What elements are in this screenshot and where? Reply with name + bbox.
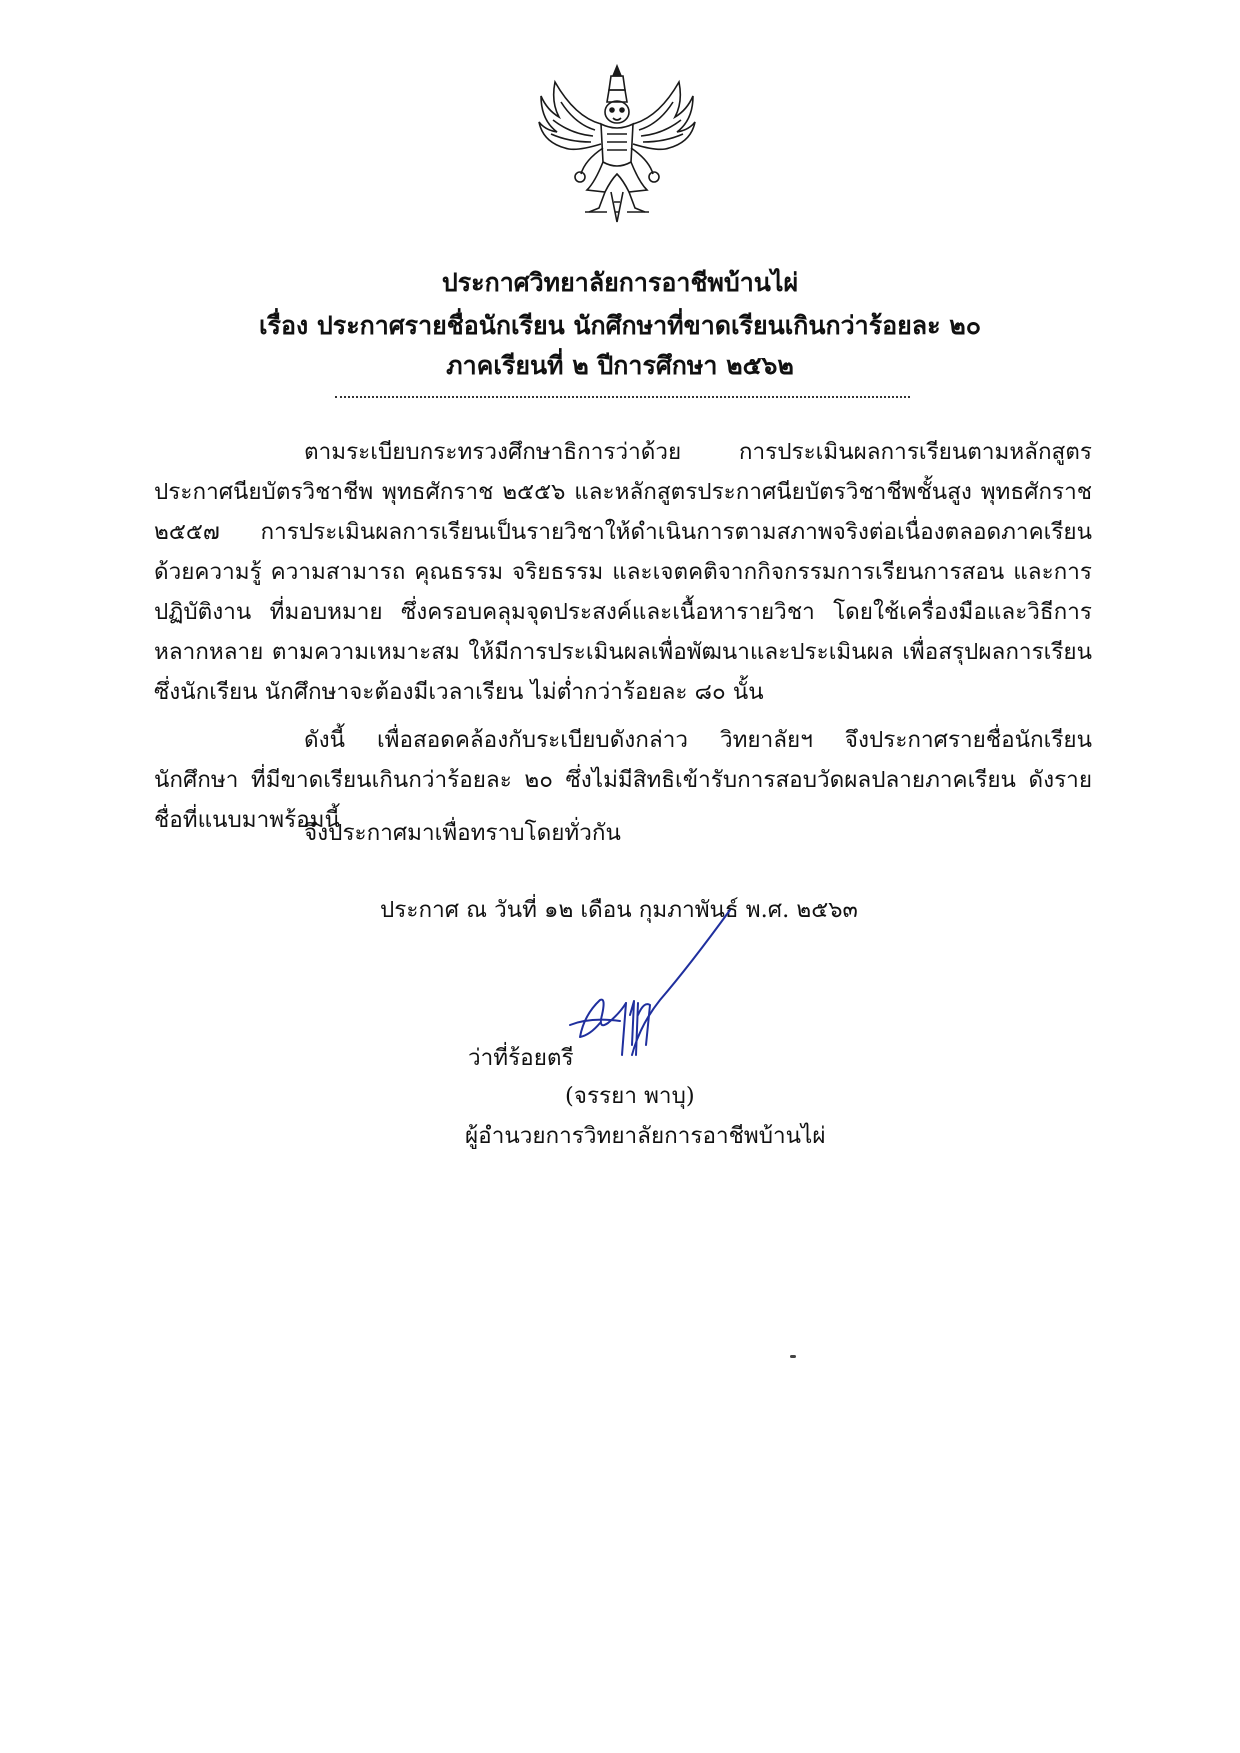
body-paragraph-closing: จึงประกาศมาเพื่อทราบโดยทั่วกัน [304, 820, 621, 846]
signatory-position: ผู้อำนวยการวิทยาลัยการอาชีพบ้านไผ่ [465, 1123, 826, 1149]
body-paragraph-announcement: ดังนี้ เพื่อสอดคล้องกับระเบียบดังกล่าว วิทยาลัยฯ จึงประกาศรายชื่อนักเรียน นักศึกษา ที่มีขาดเรียนเกินกว่าร้อยละ ๒๐ ซึ่งไม่มีสิทธิเข้ารับการสอบวัดผลปลายภาคเรียน ดังรายชื่อที่แนบมาพร้อมนี้ [154, 727, 1092, 833]
garuda-emblem-icon [535, 62, 700, 227]
announcement-date: ประกาศ ณ วันที่ ๑๒ เดือน กุมภาพันธ์ พ.ศ. ๒๕๖๓ [380, 897, 858, 923]
body-paragraph-regulation: ตามระเบียบกระทรวงศึกษาธิการว่าด้วย การประเมินผลการเรียนตามหลักสูตรประกาศนียบัตรวิชาชีพ พุทธศักราช ๒๕๕๖ และหลักสูตรประกาศนียบัตรวิชาชีพชั้นสูง พุทธศักราช ๒๕๕๗ การประเมินผลการเรียนเป็นรายวิชาให้ดำเนินการตามสภาพจริงต่อเนื่องตลอดภาคเรียน ด้วยความรู้ ความสามารถ คุณธรรม จริยธรรม และเจตคติจากกิจกรรมการเรียนการสอน และการปฏิบัติงาน ที่มอบหมาย ซึ่งครอบคลุมจุดประสงค์และเนื้อหารายวิชา โดยใช้เครื่องมือและวิธีการหลากหลาย ตามความเหมาะสม ให้มีการประเมินผลเพื่อพัฒนาและประเมินผล เพื่อสรุปผลการเรียน ซึ่งนักเรียน นักศึกษาจะต้องมีเวลาเรียน ไม่ต่ำกว่าร้อยละ ๘๐ นั้น [154, 439, 1092, 705]
scan-speck [790, 1355, 796, 1358]
dotted-divider [335, 396, 910, 398]
signatory-name: (จรรยา พาบุ) [565, 1083, 695, 1109]
announcement-term: ภาคเรียนที่ ๒ ปีการศึกษา ๒๕๖๒ [446, 351, 794, 380]
announcement-subject: เรื่อง ประกาศรายชื่อนักเรียน นักศึกษาที่ขาดเรียนเกินกว่าร้อยละ ๒๐ [259, 311, 981, 340]
signatory-rank: ว่าที่ร้อยตรี [468, 1045, 574, 1071]
announcement-title: ประกาศวิทยาลัยการอาชีพบ้านไผ่ [441, 268, 799, 297]
handwritten-signature [560, 905, 760, 1075]
